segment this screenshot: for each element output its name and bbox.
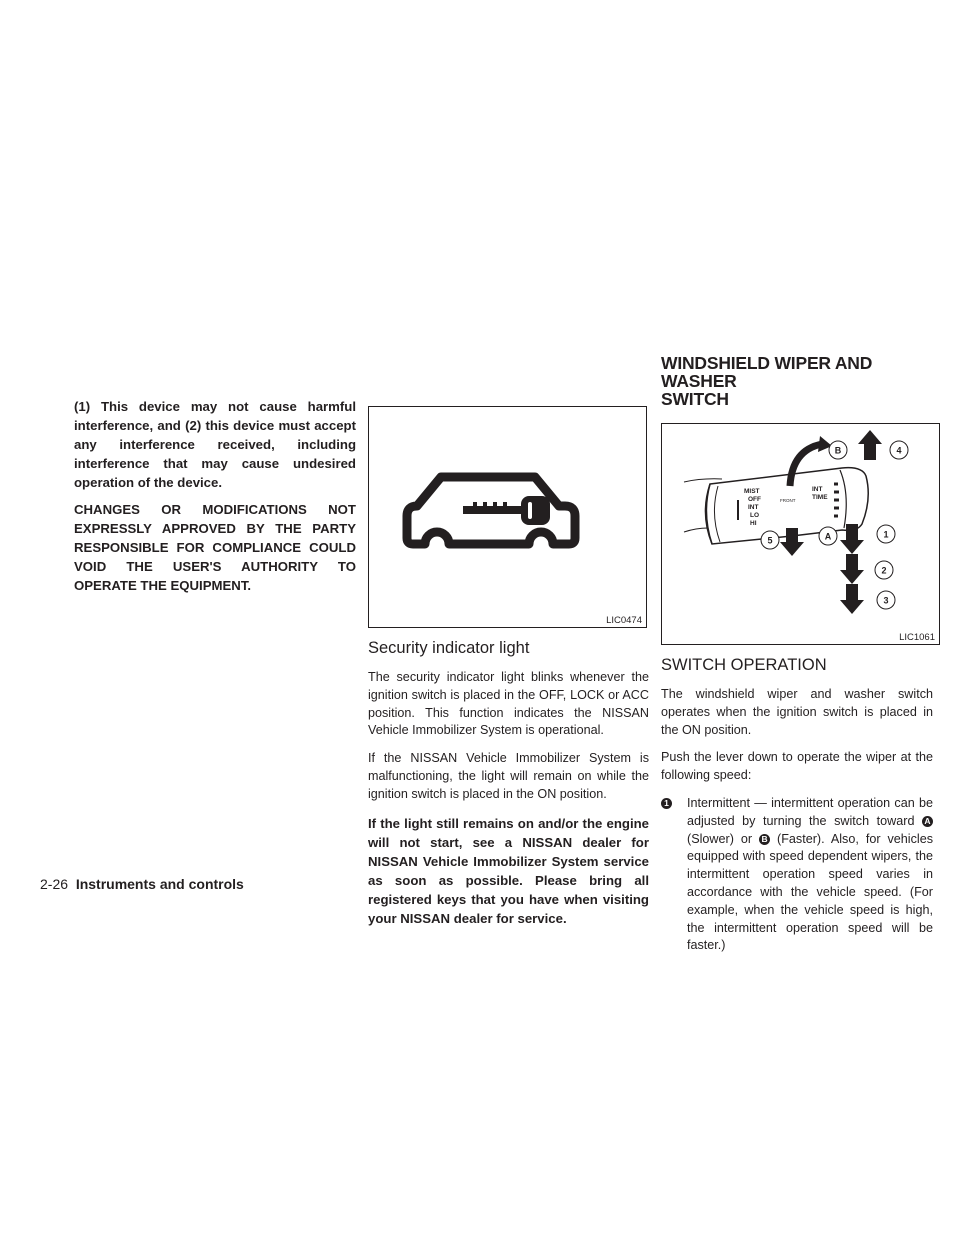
label-int: INT bbox=[748, 504, 759, 511]
label-int-time-1: INT bbox=[812, 486, 823, 493]
label-front: FRONT bbox=[780, 498, 796, 503]
callout-2: 2 bbox=[881, 565, 887, 576]
label-int-time-2: TIME bbox=[812, 494, 828, 501]
figure-code: LIC1061 bbox=[899, 632, 935, 643]
marker-b: B bbox=[759, 834, 770, 845]
step-1-marker: 1 bbox=[661, 798, 672, 809]
callout-5: 5 bbox=[767, 535, 773, 546]
section-name: Instruments and controls bbox=[75, 876, 244, 892]
figure-code: LIC0474 bbox=[606, 615, 642, 626]
callout-3: 3 bbox=[883, 595, 889, 606]
list-item bbox=[661, 795, 933, 955]
label-off: OFF bbox=[748, 496, 761, 503]
security-indicator-figure bbox=[368, 406, 647, 628]
switch-operation-heading: SWITCH OPERATION bbox=[661, 656, 827, 674]
fcc-warning: CHANGES OR MODIFICATIONS NOT EXPRESSLY APPROVED BY THE PARTY RESPONSIBLE FOR COMPLIANCE COULD VOID THE USER'S AUTHORITY TO OPERATE THE EQUIPMENT. bbox=[74, 502, 356, 593]
label-lo: LO bbox=[750, 512, 760, 519]
middle-column bbox=[368, 406, 649, 936]
wiper-lever-diagram bbox=[662, 424, 934, 646]
left-column bbox=[74, 397, 356, 603]
section-title: WINDSHIELD WIPER AND WASHER SWITCH bbox=[661, 353, 873, 409]
callout-b: B bbox=[834, 445, 842, 456]
callout-a: A bbox=[824, 531, 832, 542]
label-mist: MIST bbox=[744, 488, 760, 495]
page-footer bbox=[40, 876, 244, 892]
callout-4: 4 bbox=[896, 445, 902, 456]
paragraph: The security indicator light blinks whenever the ignition switch is placed in the OFF, LOCK or ACC position. This function indicates the NISSAN Vehicle Immobilizer System is operational. bbox=[368, 670, 649, 738]
paragraph: If the NISSAN Vehicle Immobilizer System is malfunctioning, the light will remain on while the ignition switch is placed in the ON position. bbox=[368, 751, 649, 801]
wiper-switch-figure bbox=[661, 423, 940, 645]
dealer-warning: If the light still remains on and/or the engine will not start, see a NISSAN dealer for NISSAN Vehicle Immobilizer System service as soon as possible. Please bring all registered keys that you have when visiting your NISSAN dealer for service. bbox=[368, 815, 649, 926]
security-indicator-heading: Security indicator light bbox=[368, 639, 530, 657]
callout-1: 1 bbox=[883, 529, 889, 540]
right-column bbox=[661, 354, 933, 955]
paragraph: The windshield wiper and washer switch operates when the ignition switch is placed in the ON position. bbox=[661, 687, 933, 737]
paragraph: Push the lever down to operate the wiper at the following speed: bbox=[661, 750, 933, 783]
page-number: 2-26 bbox=[40, 876, 69, 892]
marker-a: A bbox=[922, 816, 933, 827]
list-item-text: Intermittent — intermittent operation can be adjusted by turning the switch toward A (Slower) or B (Faster). Also, for vehicles equipped with speed dependent wipers, the intermittent operation speed varies in accordance with the vehicle speed. (For example, when the vehicle speed is high, the intermittent operation speed will be faster.) bbox=[687, 795, 933, 953]
car-key-icon bbox=[369, 407, 648, 629]
label-hi: HI bbox=[750, 520, 757, 527]
fcc-statement: (1) This device may not cause harmful interference, and (2) this device must accept any interference received, including interference that may cause undesired operation of the device. bbox=[74, 399, 356, 490]
